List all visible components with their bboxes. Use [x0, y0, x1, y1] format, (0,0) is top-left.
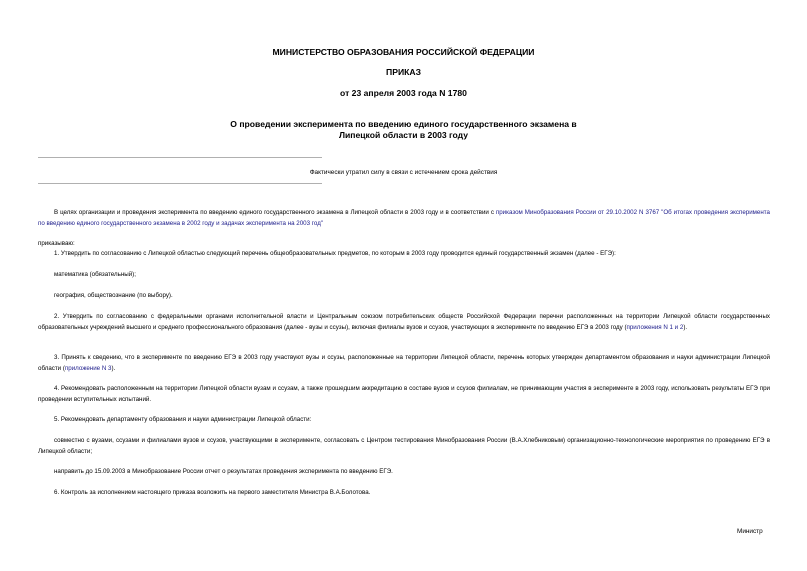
divider-bottom	[38, 183, 322, 184]
appendix-1-2-link[interactable]: приложения N 1 и 2	[626, 324, 684, 331]
divider-top	[38, 157, 322, 158]
item-6: 6. Контроль за исполнением настоящего приказа возложить на первого заместителя Министра В.А.Болотова.	[54, 489, 371, 496]
signer-title: Министр	[737, 528, 763, 535]
item-3-close: ).	[111, 365, 116, 372]
item-2-text: 2. Утвердить по согласованию с федеральными органами исполнительной власти и Центральным союзом потребительских обществ Российской Федерации перечни расположенных на территории Липецкой области государственных образовательных учреждений высшего и среднего профессионального образования (далее - вузы и ссузы), включая филиалы вузов и ссузов, участвующих в эксперименте по введению ЕГЭ в 2003 году (	[38, 313, 770, 331]
status-note: Фактически утратил силу в связи с истечением срока действия	[309, 169, 498, 176]
document-title	[0, 119, 807, 141]
appendix-3-link[interactable]: приложение N 3	[64, 365, 112, 372]
item-5: 5. Рекомендовать департаменту образования и науки администрации Липецкой области:	[54, 416, 312, 423]
item-3	[38, 352, 770, 374]
title-line-2: Липецкой области в 2003 году	[338, 130, 469, 140]
item-5b: направить до 15.09.2003 в Минобразование России отчет о результатах проведения эксперимента по введению ЕГЭ.	[54, 468, 393, 475]
order-word: приказываю:	[38, 240, 75, 247]
date-number-heading: от 23 апреля 2003 года N 1780	[340, 88, 467, 98]
intro-paragraph	[38, 207, 770, 229]
intro-text: В целях организации и проведения эксперимента по введению единого государственного экзамена в Липецкой области в 2003 году и в соответствии с	[54, 209, 496, 216]
item-1b: география, обществознание (по выбору).	[54, 292, 173, 299]
ministry-heading: МИНИСТЕРСТВО ОБРАЗОВАНИЯ РОССИЙСКОЙ ФЕДЕРАЦИИ	[272, 47, 535, 57]
doc-type-heading: ПРИКАЗ	[386, 67, 421, 77]
item-1a: математика (обязательный);	[54, 271, 136, 278]
item-1: 1. Утвердить по согласованию с Липецкой областью следующий перечень общеобразовательных предметов, по которым в 2003 году проводится единый государственный экзамен (далее - ЕГЭ):	[54, 250, 616, 257]
item-4: 4. Рекомендовать расположенным на территории Липецкой области вузам и ссузам, а также прошедшим аккредитацию в составе вузов и ссузов филиалам, не принимающим участия в эксперименте в 2003 году, использовать результаты ЕГЭ при проведении вступительных испытаний.	[38, 385, 770, 403]
item-3-text: 3. Принять к сведению, что в эксперименте по введению ЕГЭ в 2003 году участвуют вузы и ссузы, расположенные на территории Липецкой области, перечень которых утвержден департаментом образования и науки администрации Липецкой области (	[38, 354, 770, 372]
title-line-1: О проведении эксперимента по введению единого государственного экзамена в	[230, 119, 577, 129]
item-2	[38, 311, 770, 333]
order-3767-link[interactable]: приказом Минобразования России от 29.10.2002 N 3767 "Об итогах проведения эксперимента по введению единого государственного экзамена в 2002 году и задачах эксперимента на 2003 год"	[38, 209, 770, 227]
item-5a: совместно с вузами, ссузами и филиалами вузов и ссузов, участвующими в эксперименте, согласовать с Центром тестирования Минобразования России (В.А.Хлебниковым) организационно-технологические мероприятия по проведению ЕГЭ в Липецкой области;	[38, 437, 770, 455]
item-2-close: ).	[683, 324, 688, 331]
